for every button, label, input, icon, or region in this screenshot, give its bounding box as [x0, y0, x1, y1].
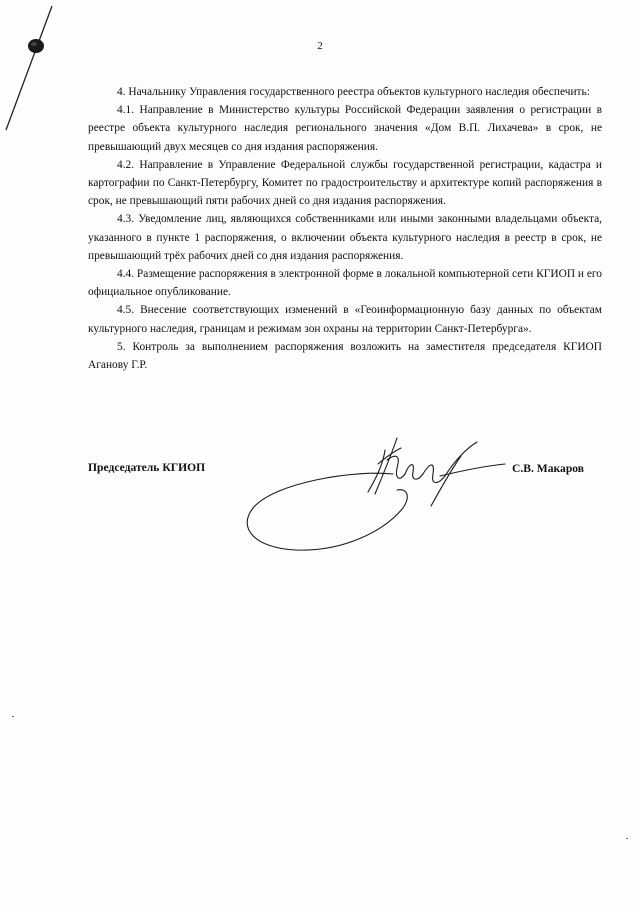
paragraph-4-3: 4.3. Уведомление лиц, являющихся собственниками или иными законными владельцами объекта, указанного в пункте 1 распоряжения, о включении объекта культурного наследия в реестр в срок, не превышающий трёх рабочих дней со дня издания распоряжения. [88, 213, 602, 262]
paragraph-4: 4. Начальнику Управления государственного реестра объектов культурного наследия обеспечить: [117, 86, 590, 98]
punch-hole-mark [0, 0, 60, 140]
scan-speck [12, 716, 14, 717]
paragraph-4-1: 4.1. Направление в Министерство культуры Российской Федерации заявления о регистрации в реестре объекта культурного наследия регионального значения «Дом В.П. Лихачева» в срок, не превышающий двух месяцев со дня издания распоряжения. [88, 104, 602, 153]
paragraph-4-5: 4.5. Внесение соответствующих изменений в «Геоинформационную базу данных по объектам культурного наследия, границам и режимам зон охраны на территории Санкт-Петербурга». [88, 304, 602, 335]
scan-speck [626, 838, 628, 839]
signer-name: С.В. Макаров [512, 462, 585, 475]
paragraph-4-2: 4.2. Направление в Управление Федеральной службы государственной регистрации, кадастра и картографии по Санкт-Петербургу, Комитет по градостроительству и архитектуре копий распоряжения в срок, не превышающий пяти рабочих дней со дня издания распоряжения. [88, 158, 602, 208]
handwritten-signature [235, 430, 515, 580]
paragraph-5: 5. Контроль за выполнением распоряжения возложить на заместителя председателя КГИОП Аганову Г.Р. [88, 340, 602, 372]
page-number: 2 [317, 40, 323, 52]
document-body [88, 83, 602, 374]
signer-title: Председатель КГИОП [88, 461, 206, 474]
paragraph-4-4: 4.4. Размещение распоряжения в электронной форме в локальной компьютерной сети КГИОП и его официальное опубликование. [88, 268, 602, 299]
